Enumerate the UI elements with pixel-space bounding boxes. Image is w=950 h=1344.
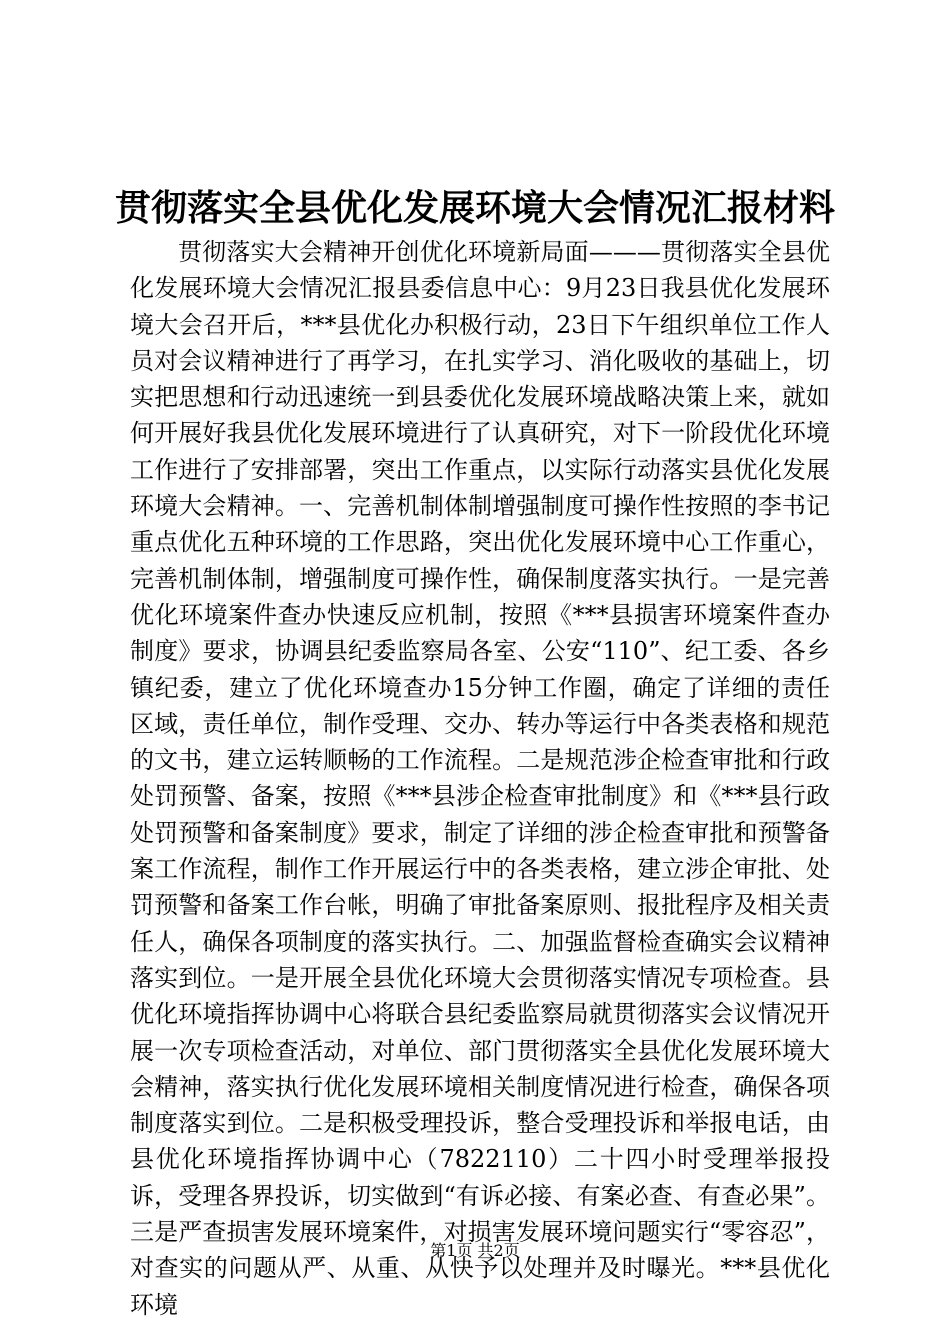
page-number-footer: 第1页 共2页 (430, 1241, 520, 1260)
document-body-paragraph: 贯彻落实大会精神开创优化环境新局面———贯彻落实全县优化发展环境大会情况汇报县委信息中心：9月23日我县优化发展环境大会召开后，***县优化办积极行动，23日下午组织单位工作人员对会议精神进行了再学习，在扎实学习、消化吸收的基础上，切实把思想和行动迅速统一到县委优化发展环境战略决策上来，就如何开展好我县优化发展环境进行了认真研究，对下一阶段优化环境工作进行了安排部署，突出工作重点，以实际行动落实县优化发展环境大会精神。一、完善机制体制增强制度可操作性按照的李书记重点优化五种环境的工作思路，突出优化发展环境中心工作重心，完善机制体制，增强制度可操作性，确保制度落实执行。一是完善优化环境案件查办快速反应机制，按照《***县损害环境案件查办制度》要求，协调县纪委监察局各室、公安“110”、纪工委、各乡镇纪委，建立了优化环境查办15分钟工作圈，确定了详细的责任区域，责任单位，制作受理、交办、转办等运行中各类表格和规范的文书，建立运转顺畅的工作流程。二是规范涉企检查审批和行政处罚预警、备案，按照《***县涉企检查审批制度》和《***县行政处罚预警和备案制度》要求，制定了详细的涉企检查审批和预警备案工作流程，制作工作开展运行中的各类表格，建立涉企审批、处罚预警和备案工作台帐，明确了审批备案原则、报批程序及相关责任人，确保各项制度的落实执行。二、加强监督检查确实会议精神落实到位。一是开展全县优化环境大会贯彻落实情况专项检查。县优化环境指挥协调中心将联合县纪委监察局就贯彻落实会议情况开展一次专项检查活动，对单位、部门贯彻落实全县优化发展环境大会精神，落实执行优化发展环境相关制度情况进行检查，确保各项制度落实到位。二是积极受理投诉，整合受理投诉和举报电话，由县优化环境指挥协调中心（7822110）二十四小时受理举报投诉，受理各界投诉，切实做到“有诉必接、有案必查、有查必果”。三是严查损害发展环境案件，对损害发展环境问题实行“零容忍”，对查实的问题从严、从重、从快予以处理并及时曝光。***县优化环境 (130, 238, 830, 1319)
document-title: 贯彻落实全县优化发展环境大会情况汇报材料 (114, 187, 835, 229)
